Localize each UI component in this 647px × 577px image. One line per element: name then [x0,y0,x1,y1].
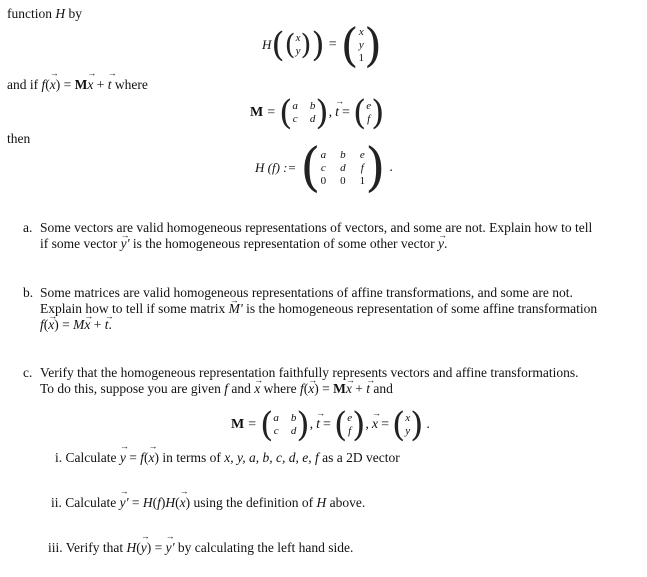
question-a: a. Some vectors are valid homogeneous representations of vectors, and some are not. Explain how to tell if some vector → y' is the homogeneous representation of some other vector → y. [40,220,635,252]
input-vector: x y [295,32,301,57]
vector-t: e f [366,100,372,125]
matrix-M: a b c d [292,100,316,125]
subquestion-iii: iii. Verify that H(→ y) = → y' by calculating the left hand side. [48,540,353,556]
equation-c-definitions: M = ( a b c d ) , → t = ( e f ) , → x = ( x y ) . [231,405,430,445]
equation-H-definition: H ( ( x y ) ) = ( x y 1 ) [262,18,382,72]
equation-Hf-definition: H (f) := ( a b e c d f 0 0 1 ) . [255,138,393,198]
intro-line-function: function H by [7,6,82,21]
intro-line-and-if: and if f(→ x) = M→ x + → t where [7,77,148,93]
subquestion-i: i. Calculate → y = f(→ x) in terms of x, y, a, b, c, d, e, f as a 2D vector [55,450,400,466]
output-vector: x y 1 [358,25,365,64]
equation-M-t-definition: M = ( a b c d ) , → t = ( e f ) [250,93,384,133]
question-b: b. Some matrices are valid homogeneous representations of affine transformations, and some are not. Explain how to tell if some matrix → M' is the homogeneous representation of some affine transformation f(→ x) = M→ x + → t. [40,285,635,333]
intro-line-then: then [7,131,31,146]
subquestion-ii: ii. Calculate → y' = H(f)H(→ x) using the definition of H above. [51,495,365,511]
question-c: c. Verify that the homogeneous representation faithfully represents vectors and affine transformations. To do this, suppose you are given f and → x where f(→ x) = M→ x + → t and [40,365,635,397]
matrix-Hf: a b e c d f 0 0 1 [320,148,366,187]
